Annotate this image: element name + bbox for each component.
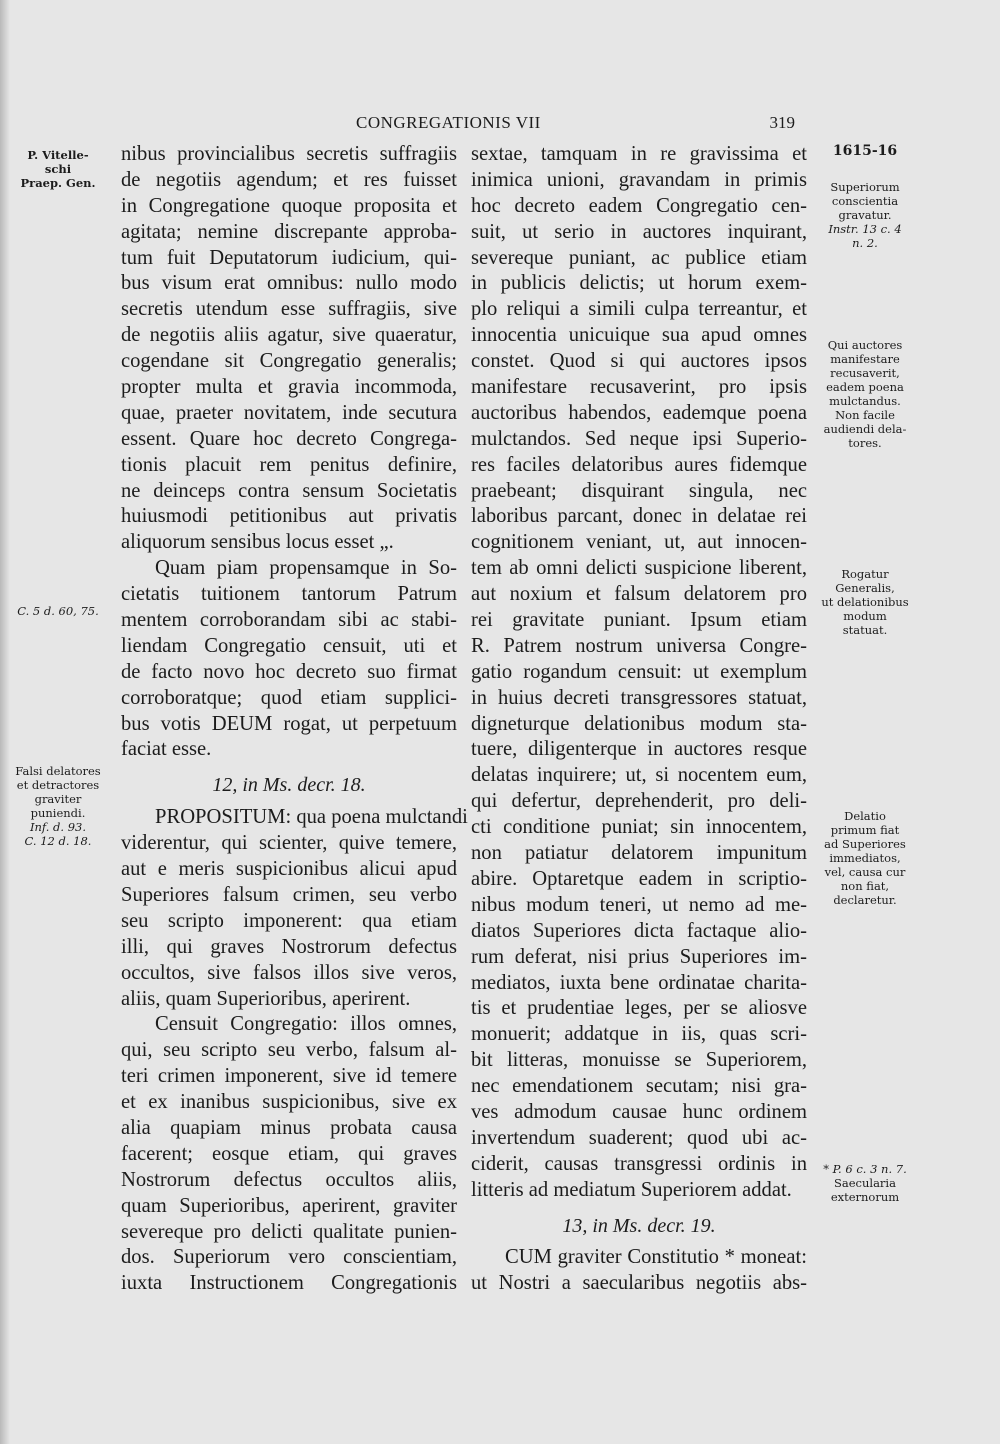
text-line: Nostrorum defectus occultos aliis, [121,1168,457,1191]
running-head: CONGREGATIONIS VII [356,113,541,132]
margin-note-left-2: Falsi delatores et detractores graviter puniendi. Inf. d. 93. C. 12 d. 18. [15,764,101,848]
margin-ref-left-1: C. 5 d. 60, 75. [17,604,99,618]
right-para-2 [471,1245,807,1297]
text-line: ciderit, causas transgressi ordinis in [471,1152,807,1175]
text-line: cogendane sit Congregatio generalis; [121,350,457,373]
margin-note-right-4: Delatio primum fiat ad Superiores immediatos, vel, causa cur non fiat, declaretur. [824,809,906,907]
text-line: non patiatur delatorem impunitum [471,842,807,865]
text-line: de negotiis agendum; et res fuisset [121,168,457,191]
left-para-1 [121,142,457,556]
text-line: abire. Optaretque eadem in scriptio- [471,867,807,890]
text-line: qui defertur, deprehenderit, pro deli- [471,790,807,813]
decree-12-heading: 12, in Ms. decr. 18. [212,774,366,797]
text-line: facerent; eosque etiam, qui graves [121,1142,457,1165]
text-line: corroboratque; quod etiam supplici- [121,686,457,709]
text-line: PROPOSITUM: qua poena mulctandi [155,806,468,829]
text-line: diatos Superiores dicta factaque alio- [471,919,807,942]
text-line: viderentur, qui scienter, quive temere, [121,832,457,855]
text-line: hoc decreto eadem Congregatio cen- [471,194,807,217]
text-line: delatas inquirere; ut, si nocentem eum, [471,764,807,787]
text-line: nibus modum teneri, ut nemo ad me- [471,893,807,916]
text-line: occultos, sive falsos illos sive veros, [121,961,457,984]
margin-note-right-5: * P. 6 c. 3 n. 7. Saecularia externorum [823,1162,907,1204]
left-para-2 [121,556,457,763]
text-line: sextae, tamquam in re gravissima et [471,143,807,165]
text-line: liendam Congregatio censuit, uti et [121,634,457,657]
text-line: ves admodum causae hunc ordinem [471,1100,807,1123]
margin-note-right-2: Qui auctores manifestare recusaverit, eadem poena mulctandus. Non facile audiendi dela- tores. [823,338,907,450]
text-line: bus visum erat omnibus: nullo modo [121,272,457,295]
text-line: aliis, quam Superioribus, aperirent. [121,987,411,1010]
text-line: tem ab omni delicti suspicione liberent, [471,557,807,580]
text-line: Superiores falsum crimen, seu verbo [121,883,457,906]
text-line: mediatos, iuxta bene ordinatae charita- [471,971,807,994]
text-line: R. Patrem nostrum universa Congre- [471,634,807,657]
right-column [471,142,807,1297]
text-line: faciat esse. [121,738,212,761]
text-line: monuerit; addatque in iis, quas scri- [471,1023,807,1046]
text-line: rei gravitate puniant. Ipsum etiam [471,609,807,632]
left-para-3 [121,805,468,1012]
text-line: aut noxium et falsum delatorem pro [471,583,807,606]
text-line: tis et prudentiae leges, per se aliosve [471,997,807,1020]
text-line: laboribus parcant, donec in delatae rei [471,505,807,528]
text-line: de facto novo hoc decreto suo firmat [121,660,457,683]
margin-note-right-3: Rogatur Generalis, ut delationibus modum statuat. [821,567,909,637]
text-line: digneturque delationibus modum sta- [471,712,807,735]
text-line: auctoribus habendos, eademque poena [471,401,807,424]
left-column [121,142,468,1297]
text-line: tuere, diligenterque in auctores resque [471,738,807,761]
text-line: de negotiis aliis agatur, sive quaeratur, [121,324,457,347]
text-line: et ex inanibus suspicionibus, sive ex [121,1091,457,1114]
text-line: constet. Quod si qui auctores ipsos [471,350,807,373]
text-line: seu scripto imponerent: qua etiam [121,909,457,932]
right-para-1 [471,142,807,1204]
text-line: mentem corroborandam sibi ac stabi- [121,609,457,632]
text-line: quam Superioribus, aperirent, graviter [121,1194,457,1217]
text-line: res faciles delatoribus aures fidemque [471,453,807,476]
text-line: bit litteras, monuisse se Superiorem, [471,1049,807,1072]
page-edge [0,0,10,1444]
text-line: invertendum suaderent; quod ubi ac- [471,1126,807,1149]
text-line: in Congregatione quoque proposita et [121,194,457,217]
text-line: teri crimen imponerent, sive id temere [121,1065,457,1088]
text-line: aliquorum sensibus locus esset „. [121,531,394,554]
text-line: cognitionem veniant, ut, aut innocen- [471,531,807,554]
text-line: qui, seu scripto seu verbo, falsum al- [121,1039,457,1062]
text-line: illi, qui graves Nostrorum defectus [121,935,457,958]
text-line: rum deferat, nisi prius Superiores im- [471,945,807,968]
left-para-4 [121,1012,457,1297]
text-line: tum fuit Deputatorum iudicium, qui- [121,246,457,269]
text-line: nibus provincialibus secretis suffragiis [121,143,457,165]
text-line: inimica unioni, gravandam in primis [471,168,807,191]
text-line: agitata; nemine discrepante approba- [121,220,457,243]
text-line: iuxta Instructionem Congregationis [121,1272,457,1295]
text-line: propter multa et gravia incommoda, [121,376,457,399]
text-line: Censuit Congregatio: illos omnes, [155,1013,457,1036]
margin-author: P. Vitelle- schi Praep. Gen. [20,148,96,190]
text-line: aut e meris suspicionibus alicui apud [121,858,457,881]
text-line: bus votis DEUM rogat, ut perpetuum [121,712,457,735]
text-line: plo reliqui a simili culpa terreantur, et [471,298,807,321]
text-line: secretis utendum esse suffragiis, sive [121,298,457,321]
text-line: quae, praeter novitatem, inde secutura [121,401,457,424]
text-line: cti conditione puniat; sin innocentem, [471,816,807,839]
text-line: cietatis tuitionem tantorum Patrum [121,583,457,606]
page-number: 319 [769,113,795,132]
text-line: severeque puniant, ac publice etiam [471,246,807,269]
text-line: manifestare recusaverint, pro ipsis [471,376,807,399]
text-line: praebeant; disquirant singula, nec [471,479,807,502]
text-line: dos. Superiorum vero conscientiam, [121,1246,457,1269]
text-line: alia quapiam minus probata causa [121,1116,457,1139]
decree-13-heading: 13, in Ms. decr. 19. [562,1214,716,1237]
text-line: CUM graviter Constitutio * moneat: [505,1246,807,1269]
text-line: essent. Quare hoc decreto Congrega- [121,427,457,450]
text-line: huiusmodi petitionibus aut privatis [121,505,457,528]
text-line: suit, ut serio in auctores inquirant, [471,220,807,243]
margin-year: 1615-16 [832,143,898,159]
text-line: severeque pro delicti qualitate punien- [121,1220,457,1243]
text-line: in huius decreti transgressores statuat, [471,686,807,709]
text-line: nec emendationem secutam; nisi gra- [471,1075,807,1098]
margin-note-right-1: Superiorum conscientia gravatur. Instr. 13 c. 4 n. 2. [828,180,902,250]
text-line: in publicis delictis; ut horum exem- [471,272,807,295]
text-line: litteris ad mediatum Superiorem addat. [471,1178,792,1201]
text-line: Quam piam propensamque in So- [155,557,457,580]
text-line: tionis placuit rem penitus definire, [121,453,457,476]
text-line: gatio rogandum censuit: ut exemplum [471,660,807,683]
text-line: innocentia unicuique sua apud omnes [471,324,807,347]
text-line: mulctandos. Sed neque ipsi Superio- [471,427,807,450]
text-line: ut Nostri a saecularibus negotiis abs- [471,1272,807,1295]
text-line: ne deinceps contra sensum Societatis [121,479,457,502]
page-header [120,113,795,137]
